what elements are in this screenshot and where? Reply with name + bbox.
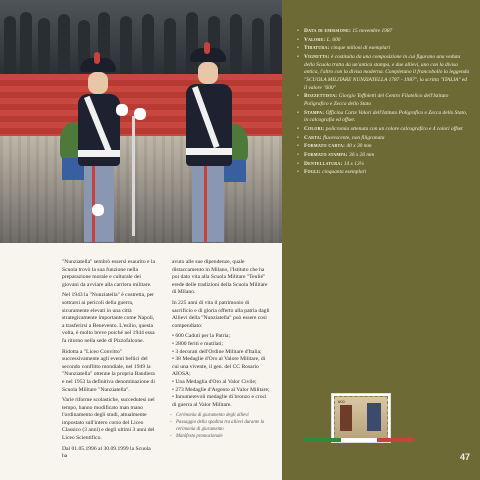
paragraph: Dal 01.05.1996 al 30.09.1999 la Scuola ha	[62, 445, 151, 460]
spec-item: • Bozzettista: Giorgio Toffoletti del Centro Filatelico dell'Istituto Poligrafico e Zecca dello Stato	[304, 93, 470, 108]
cadet-figure-modern	[367, 403, 381, 431]
spec-item: • Stampa: Officina Carte Valori dell'Istituto Poligrafico e Zecca dello Stato, in calcografia ed offset.	[304, 110, 470, 125]
paragraph: Ridotta a "Liceo Convitto" successivamente agli eventi bellici del secondo conflitto mondiale, nel 1949 la "Nunziatella" ottenne la propria Bandiera e nel 1953 la definitiva denominazione di Scuola Militare "Nunziatella".	[62, 348, 155, 393]
honor-item: • Innumerevoli medaglie di bronzo e croci di guerra al Valor Militare.	[172, 394, 270, 409]
spec-item: • Vignetta: è costituita da una composizione in cui figurano una veduta della Scuola tratta da un'antica stampa, e due allievi, uno con la divisa antica, l'altro con la divisa moderna. Completano il francobollo la leggenda "SCUOLA MILITARE NUNZIATELLA 1787 - 1987", la scritta "ITALIA" ed il valore "600"	[304, 54, 470, 92]
page-number: 47	[459, 452, 470, 462]
spec-item: • Formato carta: 40 x 30 mm	[304, 143, 470, 151]
spec-item: • Carta: fluorescente, non filigranata	[304, 135, 470, 143]
photo-captions	[170, 413, 270, 442]
flag-red	[377, 438, 414, 442]
caption: - Manifesto promozionale	[170, 434, 270, 440]
spec-item: • Dentellatura: 14 x 13¼	[304, 161, 470, 169]
cadet-figure-antique	[340, 405, 352, 431]
ceremony-photo	[0, 0, 282, 243]
stamp-image	[334, 396, 388, 440]
caption: - Passaggio della spadina tra allievi durante la cerimonia di giuramento	[170, 420, 270, 433]
paragraph: Nel 1943 la "Nunziatella" è costretta, per sottrarsi ai pericoli della guerra, sicuramente elevati in una città strategicamente importante come Napoli, a trasferirsi a Benevento. L'esilio, questa volta, è molto breve poiché nel 1944 essa fa ritorno nella sede di Pizzofalcone.	[62, 292, 155, 344]
body-column-1	[62, 259, 157, 464]
postage-stamp	[332, 394, 390, 442]
spec-item: • Data di emissione: 15 novembre 1987	[304, 28, 470, 36]
honor-item: • 2800 feriti e mutilati;	[172, 341, 270, 349]
honor-item: • 600 Caduti per la Patria;	[172, 333, 270, 341]
caption: - Cerimonia di giuramento degli allievi	[170, 413, 270, 419]
honor-item: • 3 decorati dell'Ordine Militare d'Italia;	[172, 349, 270, 357]
spec-item: • Colori: policromia ottenuta con un colore calcografico e 4 colori offset	[304, 126, 470, 134]
honor-item: • 38 Medaglie d'Oro al Valore Militare, di cui una vivente, il gen. del CC Rosario AIOSA;	[172, 356, 270, 379]
body-column-2	[172, 259, 270, 412]
spec-item: • Valore: L. 600	[304, 37, 470, 45]
paragraph: In 225 anni di vita il patrimonio di sacrificio e di gloria offerto alla patria dagli Allievi della "Nunziatella" può essere così compendiato:	[172, 299, 270, 329]
crowd-background	[0, 0, 282, 74]
spec-list	[282, 0, 480, 177]
honor-item: • Una Medaglia d'Oro al Valor Civile;	[172, 379, 270, 387]
stamp-value: 600	[338, 399, 345, 404]
italian-flag-ribbon	[304, 438, 414, 442]
flag-white	[341, 438, 378, 442]
honors-list	[172, 333, 270, 409]
spec-item: • Fogli: cinquanta esemplari	[304, 169, 470, 177]
spec-item: • Tiratura: cinque milioni di esemplari	[304, 45, 470, 53]
spec-item: • Formato stampa: 36 x 26 mm	[304, 152, 470, 160]
stamp-specs-sidebar	[282, 0, 480, 480]
flag-green	[304, 438, 341, 442]
paragraph: Varie riforme scolastiche, succedutesi nel tempo, hanno modificato man mano l'ordinamento degli studi, attualmente impostato sull'intero corso del Liceo Classico (3 anni) e degli ultimi 3 anni del Liceo Scientifico.	[62, 397, 155, 442]
paragraph: avuto alle sue dipendenze, quale distaccamento in Milano, l'Istituto che ha poi dato vita alla Scuola Militare "Teulié" erede delle tradizioni della Scuola Militare di Milano.	[172, 259, 268, 296]
paragraph: "Nunziatella" sembrò essersi esaurito e la Scuola trovò la sua funzione nella preparazione morale e culturale dei giovani da avviare alla carriera militare.	[62, 259, 155, 288]
honor-item: • 273 Medaglie d'Argento al Valor Militare;	[172, 387, 270, 395]
